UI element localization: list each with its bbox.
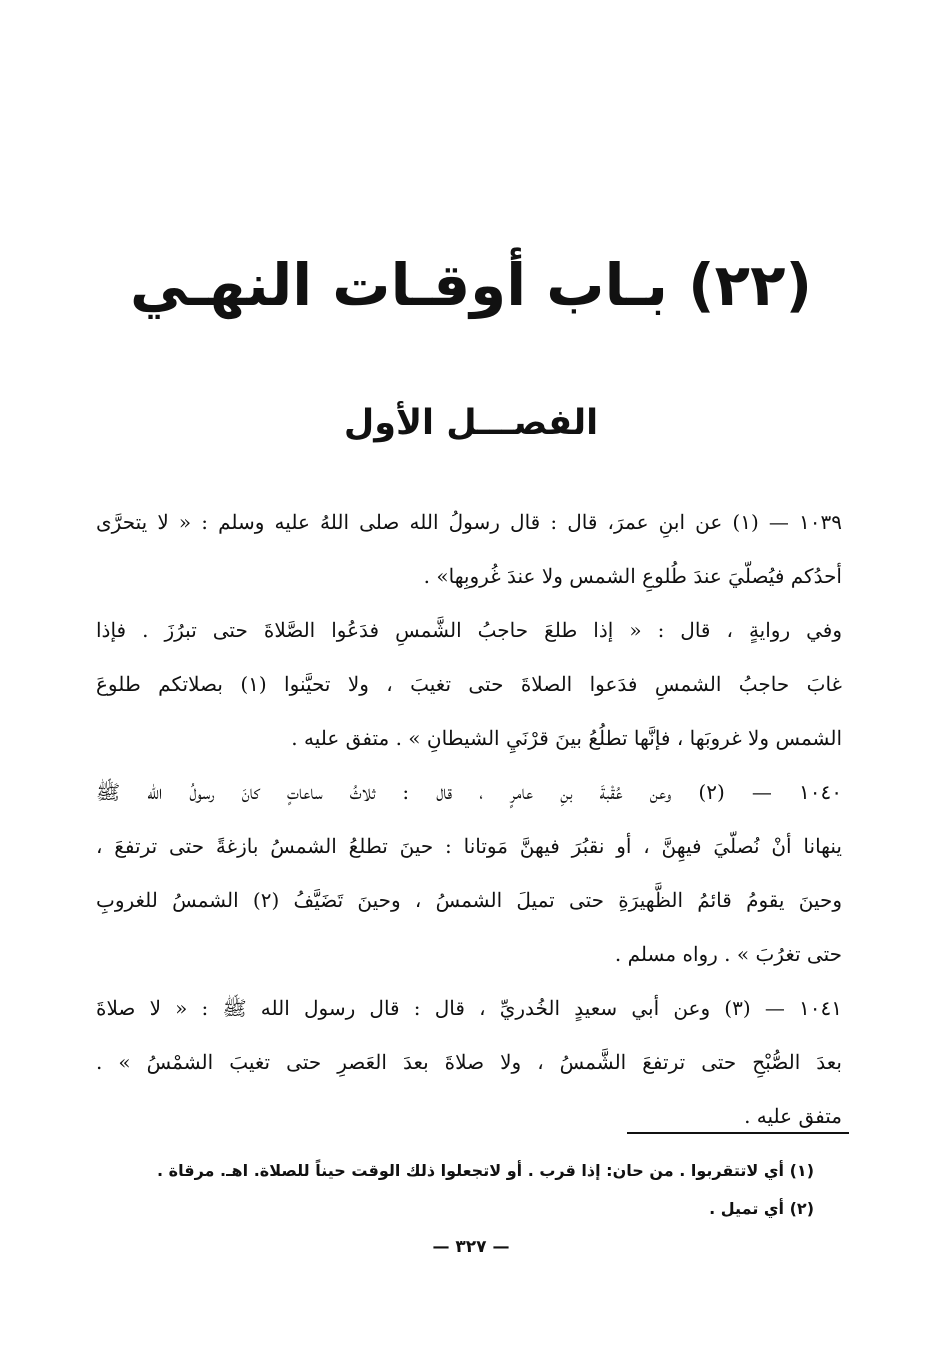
page-number: — ٣٢٧ — xyxy=(432,1237,510,1257)
footnote: (١) أي لاتتقربوا . من حان: إذا قرب . أو لاتجعلوا ذلك الوقت حيناً للصلاة. اهـ. مرقاة . xyxy=(156,1161,814,1180)
section-title: الفصـــل الأول xyxy=(343,403,599,443)
body-text xyxy=(96,495,842,1143)
footnote-separator xyxy=(627,1132,849,1134)
text-line: ١٠٤١ — (٣) وعن أبي سعيدٍ الخُدريِّ ، قال : قال رسول الله ﷺ : « لا صلاةَ xyxy=(96,996,842,1020)
text-line: ١٠٤٠ — (٢) وعن عُقْبةَ بنِ عامرٍ ، قال : ثلاثُ ساعاتٍ كانَ رسولُ الله ﷺ xyxy=(96,780,842,804)
text-line: ينهانا أنْ نُصلّيَ فيهِنَّ ، أو نقبُرَ فيهنَّ مَوتانا : حينَ تطلعُ الشمسُ بازغةً حتى ترتفعَ ، xyxy=(96,834,842,858)
footnote: (٢) أي تميل . xyxy=(709,1199,814,1218)
text-line: بعدَ الصُّبْحِ حتى ترتفعَ الشَّمسُ ، ولا صلاةَ بعدَ العَصرِ حتى تغيبَ الشمْسُ » . xyxy=(96,1050,842,1074)
chapter-title: (٢٢) بـاب أوقـات النهـي xyxy=(129,251,812,319)
text-line: حتى تغرُبَ » . رواه مسلم . xyxy=(614,942,842,966)
text-line: غابَ حاجبُ الشمسِ فدَعوا الصلاةَ حتى تغيبَ ، ولا تحيَّنوا (١) بصلاتكم طلوعَ xyxy=(96,672,842,696)
text-line: الشمس ولا غروبَها ، فإنَّها تطلُعُ بينَ قرْنَيِ الشيطانِ » . متفق عليه . xyxy=(291,726,842,750)
text-line: ١٠٣٩ — (١) عن ابنِ عمرَ، قال : قال رسولُ الله صلى اللهُ عليه وسلم : « لا يتحرَّى xyxy=(96,510,842,534)
footnotes xyxy=(130,1152,814,1228)
text-line: وحينَ يقومُ قائمُ الظَّهيرَةِ حتى تميلَ الشمسُ ، وحينَ تَضَيَّفُ (٢) الشمسُ للغروبِ xyxy=(96,888,842,912)
text-line: وفي روايةٍ ، قال : « إذا طلعَ حاجبُ الشَّمسِ فدَعُوا الصَّلاةَ حتى تبرُزَ . فإذا xyxy=(96,618,842,642)
text-line: أحدُكم فيُصلّيَ عندَ طُلوعِ الشمس ولا عندَ غُروبِها» . xyxy=(423,564,842,588)
text-line: متفق عليه . xyxy=(744,1104,842,1128)
